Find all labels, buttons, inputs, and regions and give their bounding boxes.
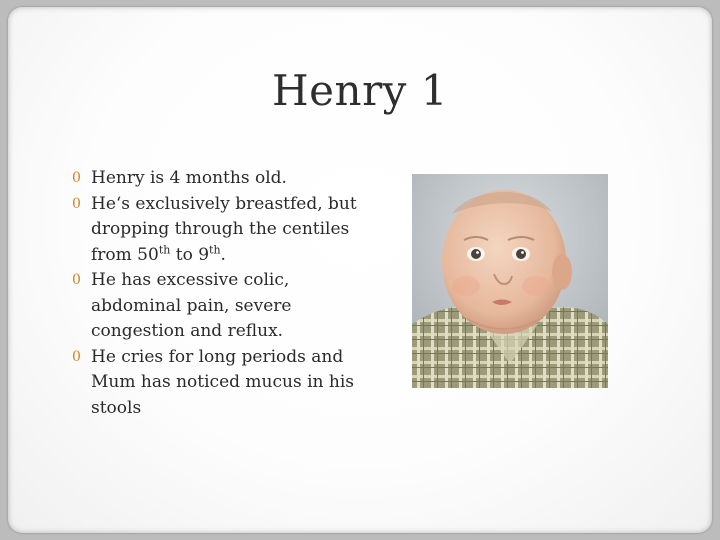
bullet-text: He cries for long periods and Mum has noticed mucus in his stools <box>91 346 354 418</box>
baby-photo-icon <box>412 174 608 388</box>
bullet-text-part: . <box>220 244 226 265</box>
bullet-marker: 0 <box>72 195 81 212</box>
bullet-marker: 0 <box>72 348 81 365</box>
bullet-text: Henry is 4 months old. <box>91 168 287 188</box>
bullet-list <box>72 166 357 421</box>
superscript: th <box>158 242 171 256</box>
list-item <box>72 166 357 192</box>
list-item <box>72 345 357 422</box>
bullet-marker: 0 <box>72 272 81 288</box>
bullet-text <box>91 194 357 265</box>
list-item <box>72 192 357 269</box>
slide-title: Henry 1 <box>272 66 448 115</box>
bullet-text-part: to 9 <box>170 244 210 265</box>
superscript: th <box>209 242 221 256</box>
bullet-text: He has excessive colic, abdominal pain, severe congestion and reflux. <box>91 270 292 341</box>
bullet-marker: 0 <box>72 170 81 186</box>
list-item <box>72 268 357 345</box>
bullet-text-part: He‘s exclusively breastfed, but dropping through the centiles from 50 <box>91 193 357 265</box>
baby-photo <box>412 174 608 388</box>
